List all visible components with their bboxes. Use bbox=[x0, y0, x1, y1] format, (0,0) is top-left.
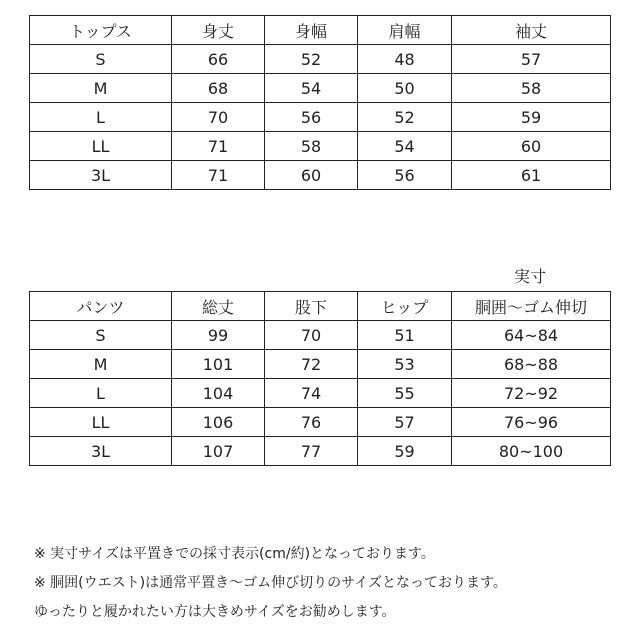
value-cell: 57 bbox=[452, 45, 611, 74]
header-cell: 胴囲〜ゴム伸切 bbox=[452, 292, 611, 321]
table-row bbox=[30, 161, 611, 190]
size-cell: L bbox=[30, 103, 172, 132]
value-cell: 57 bbox=[358, 408, 452, 437]
value-cell: 70 bbox=[265, 321, 358, 350]
table-row bbox=[30, 45, 611, 74]
value-cell: 61 bbox=[452, 161, 611, 190]
value-cell: 80~100 bbox=[452, 437, 611, 466]
value-cell: 55 bbox=[358, 379, 452, 408]
value-cell: 76 bbox=[265, 408, 358, 437]
table-header-row bbox=[30, 16, 611, 45]
notes bbox=[34, 540, 507, 627]
value-cell: 70 bbox=[172, 103, 265, 132]
value-cell: 50 bbox=[358, 74, 452, 103]
header-cell: 総丈 bbox=[172, 292, 265, 321]
value-cell: 56 bbox=[265, 103, 358, 132]
value-cell: 59 bbox=[452, 103, 611, 132]
value-cell: 66 bbox=[172, 45, 265, 74]
size-cell: LL bbox=[30, 132, 172, 161]
value-cell: 60 bbox=[265, 161, 358, 190]
header-cell: 股下 bbox=[265, 292, 358, 321]
value-cell: 99 bbox=[172, 321, 265, 350]
size-cell: LL bbox=[30, 408, 172, 437]
value-cell: 77 bbox=[265, 437, 358, 466]
size-cell: M bbox=[30, 350, 172, 379]
size-cell: M bbox=[30, 74, 172, 103]
size-cell: 3L bbox=[30, 437, 172, 466]
table-row bbox=[30, 437, 611, 466]
size-cell: S bbox=[30, 45, 172, 74]
header-cell: パンツ bbox=[30, 292, 172, 321]
table-row bbox=[30, 132, 611, 161]
value-cell: 68 bbox=[172, 74, 265, 103]
size-cell: 3L bbox=[30, 161, 172, 190]
value-cell: 54 bbox=[358, 132, 452, 161]
value-cell: 53 bbox=[358, 350, 452, 379]
value-cell: 107 bbox=[172, 437, 265, 466]
size-cell: L bbox=[30, 379, 172, 408]
table-row bbox=[30, 379, 611, 408]
header-cell: 身丈 bbox=[172, 16, 265, 45]
value-cell: 71 bbox=[172, 161, 265, 190]
header-cell: 袖丈 bbox=[452, 16, 611, 45]
header-cell: ヒップ bbox=[358, 292, 452, 321]
pants-size-table bbox=[29, 291, 611, 466]
table-row bbox=[30, 103, 611, 132]
value-cell: 74 bbox=[265, 379, 358, 408]
value-cell: 52 bbox=[265, 45, 358, 74]
value-cell: 71 bbox=[172, 132, 265, 161]
value-cell: 58 bbox=[265, 132, 358, 161]
note-line: ※ 胴囲(ウエスト)は通常平置き〜ゴム伸び切りのサイズとなっております。 bbox=[34, 575, 507, 591]
value-cell: 56 bbox=[358, 161, 452, 190]
value-cell: 104 bbox=[172, 379, 265, 408]
value-cell: 68~88 bbox=[452, 350, 611, 379]
size-cell: S bbox=[30, 321, 172, 350]
value-cell: 48 bbox=[358, 45, 452, 74]
value-cell: 106 bbox=[172, 408, 265, 437]
table-row bbox=[30, 74, 611, 103]
tops-size-table bbox=[29, 15, 611, 190]
value-cell: 101 bbox=[172, 350, 265, 379]
value-cell: 52 bbox=[358, 103, 452, 132]
header-cell: 肩幅 bbox=[358, 16, 452, 45]
table-row bbox=[30, 321, 611, 350]
value-cell: 58 bbox=[452, 74, 611, 103]
value-cell: 54 bbox=[265, 74, 358, 103]
note-line: ゆったりと履かれたい方は大きめサイズをお勧めします。 bbox=[34, 604, 396, 620]
table-header-row bbox=[30, 292, 611, 321]
value-cell: 64~84 bbox=[452, 321, 611, 350]
value-cell: 76~96 bbox=[452, 408, 611, 437]
table-row bbox=[30, 408, 611, 437]
table-row bbox=[30, 350, 611, 379]
header-cell: 身幅 bbox=[265, 16, 358, 45]
unit-label: 実寸 bbox=[513, 267, 546, 286]
value-cell: 60 bbox=[452, 132, 611, 161]
value-cell: 51 bbox=[358, 321, 452, 350]
value-cell: 72 bbox=[265, 350, 358, 379]
header-cell: トップス bbox=[30, 16, 172, 45]
value-cell: 59 bbox=[358, 437, 452, 466]
note-line: ※ 実寸サイズは平置きでの採寸表示(cm/約)となっております。 bbox=[34, 546, 435, 562]
value-cell: 72~92 bbox=[452, 379, 611, 408]
